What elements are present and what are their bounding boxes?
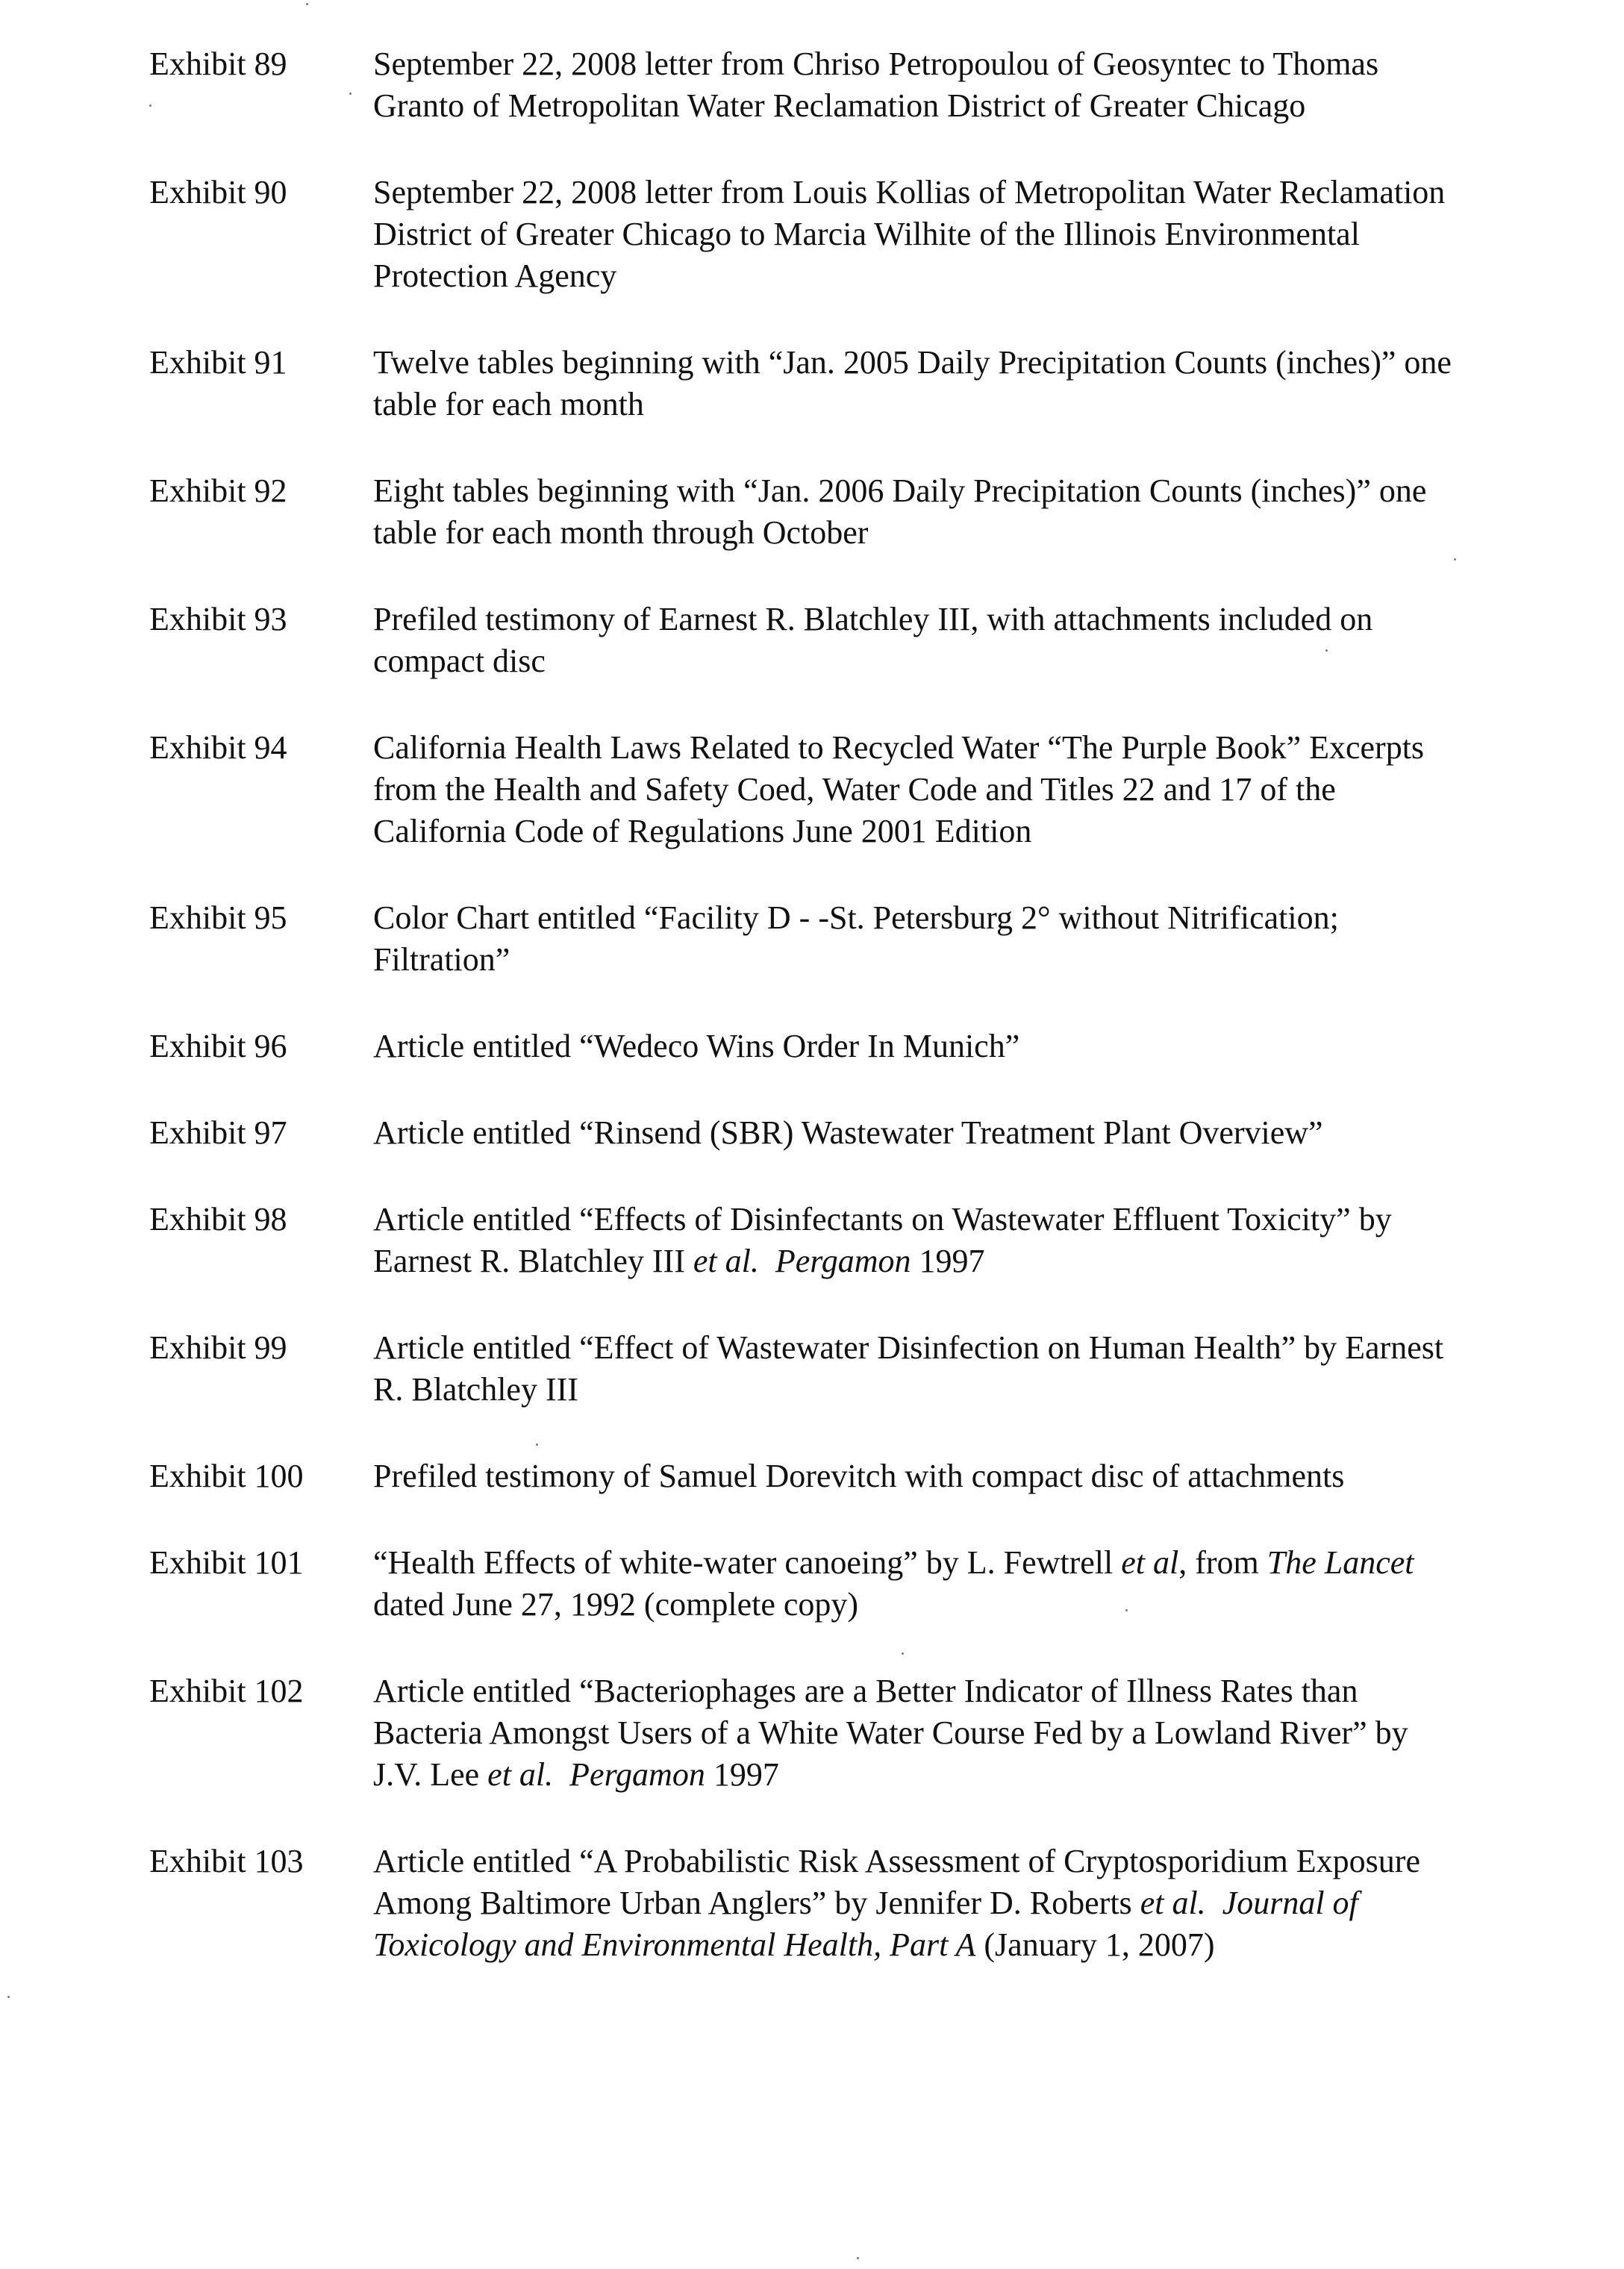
description-line	[373, 1670, 1597, 1712]
description-line	[373, 342, 1597, 384]
exhibit-description	[373, 342, 1597, 425]
scan-speck	[857, 2257, 859, 2259]
description-line	[373, 811, 1597, 852]
text-segment: District of Greater Chicago to Marcia Wilhite of the Illinois Environmental	[373, 216, 1360, 252]
text-segment: 1997	[911, 1243, 985, 1279]
text-segment: Color Chart entitled “Facility D - -St. Petersburg 2° without Nitrification;	[373, 899, 1339, 936]
text-segment: Article entitled “Bacteriophages are a Better Indicator of Illness Rates than	[373, 1673, 1358, 1709]
italic-text: et al	[1121, 1544, 1179, 1581]
exhibit-description	[373, 1542, 1597, 1626]
text-segment: California Code of Regulations June 2001 Edition	[373, 813, 1032, 849]
text-segment: Article entitled “Effect of Wastewater Disinfection on Human Health” by Earnest	[373, 1329, 1444, 1366]
exhibit-label: Exhibit 102	[149, 1673, 304, 1709]
scan-speck	[1125, 1609, 1128, 1611]
text-segment: table for each month	[373, 386, 644, 422]
exhibit-label: Exhibit 96	[149, 1028, 287, 1064]
text-segment: Eight tables beginning with “Jan. 2006 Daily Precipitation Counts (inches)” one	[373, 472, 1427, 509]
description-line	[373, 1199, 1597, 1240]
description-line	[373, 1240, 1597, 1282]
italic-text: Journal of	[1222, 1885, 1358, 1921]
text-segment: Protection Agency	[373, 258, 617, 294]
description-line	[373, 1584, 1597, 1626]
description-line	[373, 769, 1597, 811]
text-segment	[553, 1756, 569, 1793]
exhibit-entry	[149, 897, 1612, 981]
exhibit-description	[373, 43, 1597, 127]
text-segment: R. Blatchley III	[373, 1371, 578, 1408]
description-line	[373, 470, 1597, 512]
description-line	[373, 85, 1597, 127]
italic-text: The Lancet	[1267, 1544, 1414, 1581]
exhibit-label: Exhibit 101	[149, 1544, 304, 1581]
exhibit-description	[373, 1026, 1597, 1067]
text-segment: September 22, 2008 letter from Louis Kollias of Metropolitan Water Reclamation	[373, 174, 1446, 210]
exhibit-description	[373, 1670, 1597, 1796]
description-line	[373, 1542, 1597, 1584]
text-segment: Twelve tables beginning with “Jan. 2005 Daily Precipitation Counts (inches)” one	[373, 344, 1452, 381]
scan-speck	[902, 1652, 904, 1655]
exhibit-entry	[149, 470, 1612, 554]
exhibit-entry	[149, 1199, 1612, 1282]
exhibit-list	[149, 43, 1612, 1966]
description-line	[373, 1369, 1597, 1411]
scan-speck	[1325, 649, 1328, 652]
exhibit-description	[373, 1455, 1597, 1497]
text-segment: from the Health and Safety Coed, Water Code and Titles 22 and 17 of the	[373, 771, 1336, 808]
exhibit-label: Exhibit 97	[149, 1114, 287, 1151]
exhibit-label: Exhibit 91	[149, 344, 287, 381]
text-segment: compact disc	[373, 643, 546, 679]
exhibit-label: Exhibit 100	[149, 1458, 304, 1494]
exhibit-label: Exhibit 92	[149, 472, 287, 509]
exhibit-entry	[149, 172, 1612, 297]
description-line	[373, 1712, 1597, 1754]
exhibit-entry	[149, 1542, 1612, 1626]
text-segment: Article entitled “Effects of Disinfectants on Wastewater Effluent Toxicity” by	[373, 1201, 1392, 1238]
exhibit-entry	[149, 1455, 1612, 1497]
description-line	[373, 640, 1597, 682]
description-line	[373, 1327, 1597, 1369]
text-segment: Granto of Metropolitan Water Reclamation District of Greater Chicago	[373, 87, 1306, 124]
description-line	[373, 1924, 1597, 1966]
exhibit-entry	[149, 599, 1612, 682]
exhibit-label: Exhibit 93	[149, 601, 287, 637]
scan-speck	[7, 1996, 10, 1998]
exhibit-description	[373, 897, 1597, 981]
italic-text: et al.	[693, 1243, 759, 1279]
exhibit-description	[373, 172, 1597, 297]
text-segment: September 22, 2008 letter from Chriso Petropoulou of Geosyntec to Thomas	[373, 46, 1379, 82]
exhibit-entry	[149, 1112, 1612, 1154]
description-line	[373, 1026, 1597, 1067]
exhibit-entry	[149, 1327, 1612, 1411]
text-segment	[759, 1243, 775, 1279]
scan-speck	[149, 104, 152, 107]
description-line	[373, 897, 1597, 939]
text-segment: Prefiled testimony of Samuel Dorevitch with compact disc of attachments	[373, 1458, 1345, 1494]
exhibit-description	[373, 1112, 1597, 1154]
italic-text: Toxicology and Environmental Health, Part A	[373, 1926, 976, 1963]
text-segment: dated June 27, 1992 (complete copy)	[373, 1586, 859, 1623]
scan-speck	[536, 1444, 538, 1446]
description-line	[373, 1841, 1597, 1882]
text-segment	[1206, 1885, 1222, 1921]
italic-text: Pergamon	[775, 1243, 911, 1279]
italic-text: et al.	[487, 1756, 554, 1793]
text-segment: , from	[1178, 1544, 1267, 1581]
scan-speck	[306, 3, 308, 5]
exhibit-label: Exhibit 95	[149, 899, 287, 936]
exhibit-description	[373, 727, 1597, 852]
description-line	[373, 172, 1597, 213]
text-segment: Filtration”	[373, 941, 510, 978]
description-line	[373, 384, 1597, 425]
text-segment: Prefiled testimony of Earnest R. Blatchley III, with attachments included on	[373, 601, 1373, 637]
italic-text: Pergamon	[569, 1756, 705, 1793]
exhibit-description	[373, 1327, 1597, 1411]
text-segment: Article entitled “Rinsend (SBR) Wastewater Treatment Plant Overview”	[373, 1114, 1323, 1151]
scan-speck	[349, 93, 352, 95]
italic-text: et al.	[1140, 1885, 1206, 1921]
description-line	[373, 1112, 1597, 1154]
text-segment: California Health Laws Related to Recycled Water “The Purple Book” Excerpts	[373, 729, 1425, 766]
text-segment: “Health Effects of white-water canoeing” by L. Fewtrell	[373, 1544, 1122, 1581]
scan-speck	[1454, 558, 1456, 561]
description-line	[373, 599, 1597, 640]
exhibit-entry	[149, 43, 1612, 127]
description-line	[373, 1882, 1597, 1924]
exhibit-description	[373, 1199, 1597, 1282]
exhibit-label: Exhibit 103	[149, 1843, 304, 1879]
exhibit-description	[373, 470, 1597, 554]
description-line	[373, 43, 1597, 85]
text-segment: Earnest R. Blatchley III	[373, 1243, 693, 1279]
text-segment: J.V. Lee	[373, 1756, 488, 1793]
exhibit-entry	[149, 1841, 1612, 1966]
exhibit-label: Exhibit 99	[149, 1329, 287, 1366]
exhibit-entry	[149, 727, 1612, 852]
text-segment: 1997	[705, 1756, 779, 1793]
text-segment: table for each month through October	[373, 514, 869, 551]
description-line	[373, 255, 1597, 297]
description-line	[373, 939, 1597, 981]
description-line	[373, 213, 1597, 255]
exhibit-description	[373, 599, 1597, 682]
description-line	[373, 512, 1597, 554]
exhibit-entry	[149, 342, 1612, 425]
exhibit-description	[373, 1841, 1597, 1966]
description-line	[373, 1455, 1597, 1497]
exhibit-label: Exhibit 98	[149, 1201, 287, 1238]
text-segment: Bacteria Amongst Users of a White Water Course Fed by a Lowland River” by	[373, 1714, 1408, 1751]
description-line	[373, 1754, 1597, 1796]
exhibit-label: Exhibit 94	[149, 729, 287, 766]
exhibit-entry	[149, 1026, 1612, 1067]
text-segment: Among Baltimore Urban Anglers” by Jennifer D. Roberts	[373, 1885, 1140, 1921]
exhibit-label: Exhibit 90	[149, 174, 287, 210]
exhibit-label: Exhibit 89	[149, 46, 287, 82]
description-line	[373, 727, 1597, 769]
text-segment: (January 1, 2007)	[975, 1926, 1215, 1963]
text-segment: Article entitled “Wedeco Wins Order In Munich”	[373, 1028, 1020, 1064]
exhibit-entry	[149, 1670, 1612, 1796]
text-segment: Article entitled “A Probabilistic Risk Assessment of Cryptosporidium Exposure	[373, 1843, 1420, 1879]
